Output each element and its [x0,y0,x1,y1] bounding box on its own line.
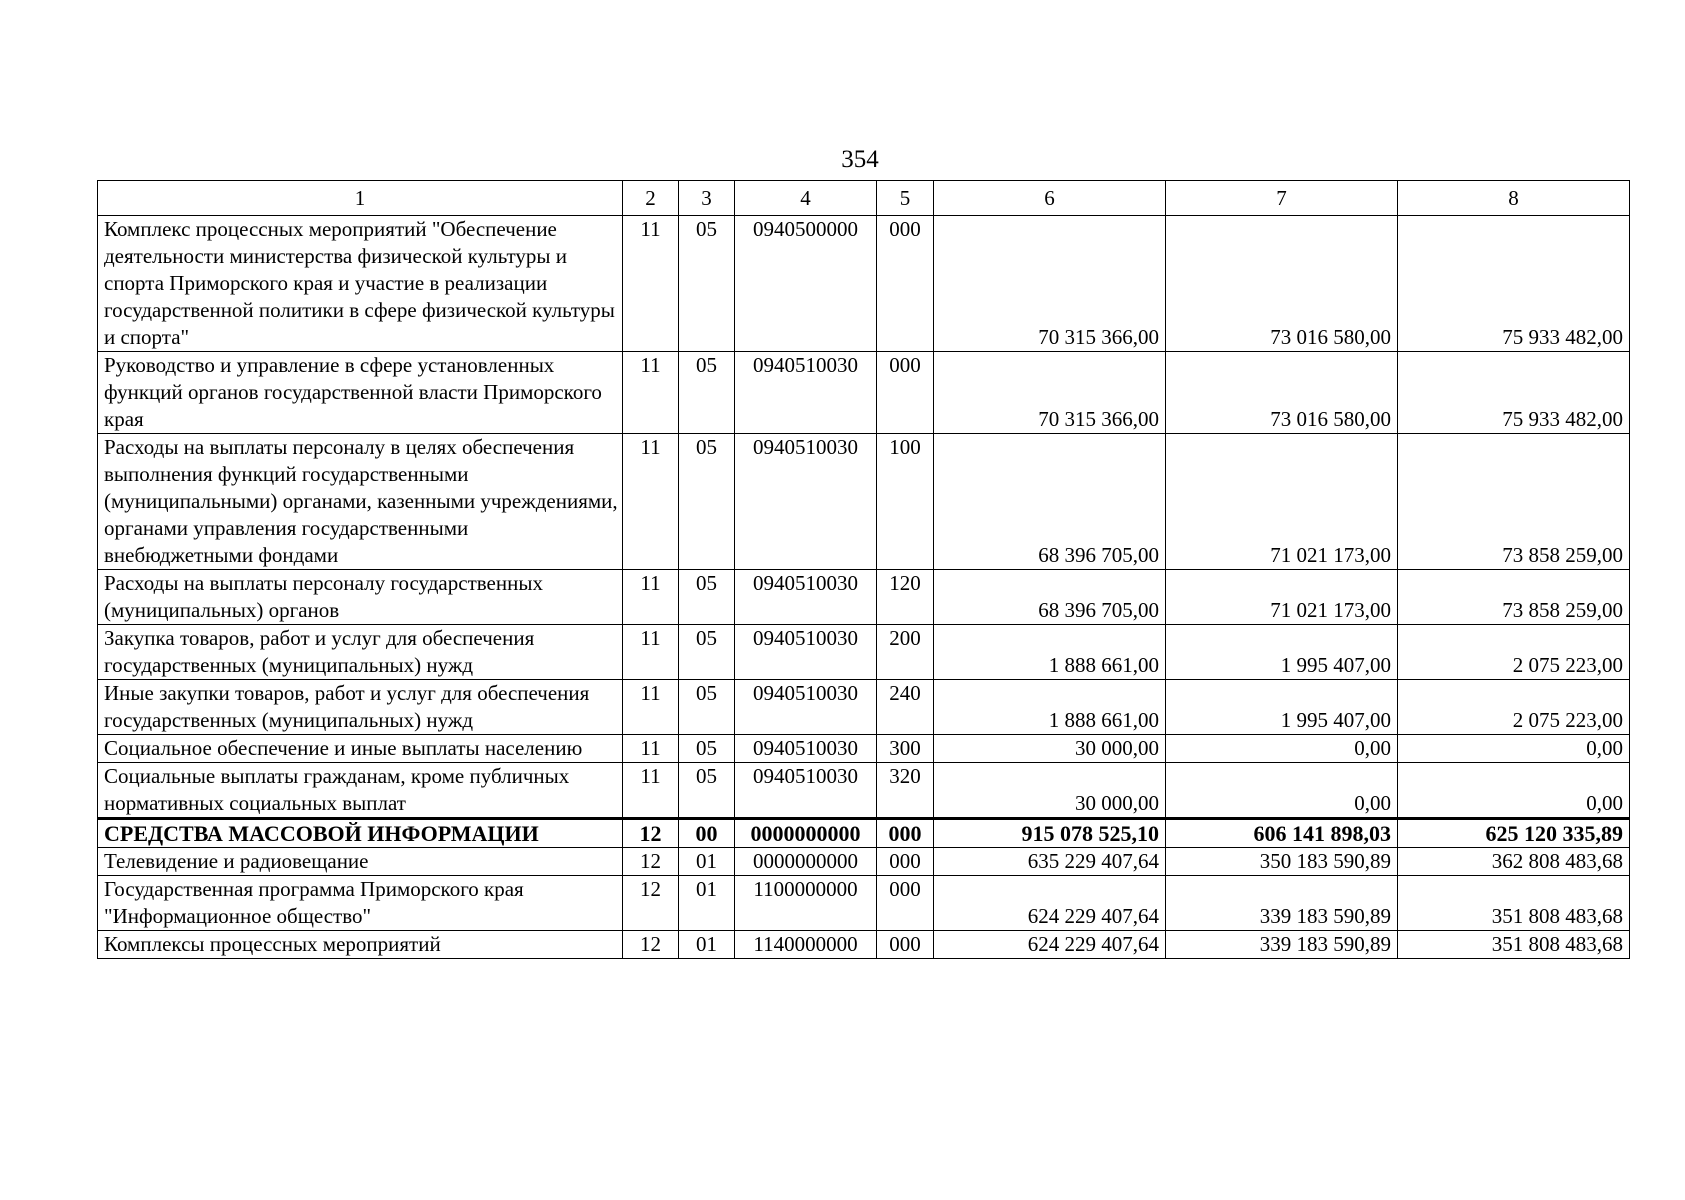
header-cell: 5 [877,181,934,216]
subsection-code: 05 [679,735,735,763]
item-name: Закупка товаров, работ и услуг для обеспечения государственных (муниципальных) нужд [98,625,623,680]
target-article-code: 0940510030 [735,570,877,625]
amount-col8: 75 933 482,00 [1398,352,1630,434]
amount-col6: 1 888 661,00 [934,680,1166,735]
amount-col6: 70 315 366,00 [934,216,1166,352]
table-row-section-total [98,819,1630,848]
header-cell: 1 [98,181,623,216]
section-code: 12 [623,848,679,876]
table-row [98,625,1630,680]
section-code: 12 [623,819,679,848]
table-header-row [98,181,1630,216]
expense-type-code: 000 [877,352,934,434]
amount-col8: 73 858 259,00 [1398,570,1630,625]
target-article-code: 0000000000 [735,848,877,876]
target-article-code: 1100000000 [735,876,877,931]
expense-type-code: 000 [877,216,934,352]
expense-type-code: 320 [877,763,934,819]
amount-col8: 0,00 [1398,735,1630,763]
amount-col8: 75 933 482,00 [1398,216,1630,352]
subsection-code: 01 [679,848,735,876]
target-article-code: 0940510030 [735,735,877,763]
amount-col6: 915 078 525,10 [934,819,1166,848]
expense-type-code: 100 [877,434,934,570]
target-article-code: 0940510030 [735,352,877,434]
expense-type-code: 300 [877,735,934,763]
item-name: Руководство и управление в сфере установленных функций органов государственной власти Приморского края [98,352,623,434]
table-row [98,352,1630,434]
section-code: 11 [623,570,679,625]
amount-col7: 1 995 407,00 [1166,680,1398,735]
amount-col6: 70 315 366,00 [934,352,1166,434]
amount-col6: 1 888 661,00 [934,625,1166,680]
target-article-code: 0000000000 [735,819,877,848]
section-code: 11 [623,434,679,570]
subsection-code: 01 [679,931,735,959]
subsection-code: 01 [679,876,735,931]
subsection-code: 05 [679,216,735,352]
table-row [98,216,1630,352]
amount-col7: 71 021 173,00 [1166,570,1398,625]
section-code: 11 [623,625,679,680]
amount-col7: 606 141 898,03 [1166,819,1398,848]
table-row [98,434,1630,570]
item-name: СРЕДСТВА МАССОВОЙ ИНФОРМАЦИИ [98,819,623,848]
budget-table [97,180,1630,959]
amount-col6: 30 000,00 [934,735,1166,763]
target-article-code: 0940510030 [735,680,877,735]
table-row [98,848,1630,876]
expense-type-code: 000 [877,848,934,876]
amount-col7: 339 183 590,89 [1166,876,1398,931]
section-code: 11 [623,216,679,352]
page-number: 354 [841,146,879,173]
subsection-code: 05 [679,763,735,819]
amount-col8: 73 858 259,00 [1398,434,1630,570]
header-cell: 3 [679,181,735,216]
amount-col7: 71 021 173,00 [1166,434,1398,570]
target-article-code: 0940510030 [735,763,877,819]
amount-col7: 350 183 590,89 [1166,848,1398,876]
header-cell: 6 [934,181,1166,216]
amount-col7: 73 016 580,00 [1166,352,1398,434]
table-row [98,570,1630,625]
amount-col8: 351 808 483,68 [1398,931,1630,959]
target-article-code: 0940510030 [735,434,877,570]
expense-type-code: 000 [877,931,934,959]
amount-col6: 68 396 705,00 [934,434,1166,570]
item-name: Государственная программа Приморского края "Информационное общество" [98,876,623,931]
item-name: Расходы на выплаты персоналу в целях обеспечения выполнения функций государственными (муниципальными) органами, казенными учреждениями, органами управления государственными внебюджетными фондами [98,434,623,570]
section-code: 11 [623,352,679,434]
header-cell: 8 [1398,181,1630,216]
subsection-code: 05 [679,680,735,735]
target-article-code: 0940500000 [735,216,877,352]
header-cell: 4 [735,181,877,216]
amount-col8: 2 075 223,00 [1398,680,1630,735]
item-name: Расходы на выплаты персоналу государственных (муниципальных) органов [98,570,623,625]
target-article-code: 0940510030 [735,625,877,680]
expense-type-code: 240 [877,680,934,735]
section-code: 11 [623,763,679,819]
amount-col6: 68 396 705,00 [934,570,1166,625]
subsection-code: 05 [679,434,735,570]
amount-col8: 625 120 335,89 [1398,819,1630,848]
expense-type-code: 000 [877,876,934,931]
expense-type-code: 120 [877,570,934,625]
amount-col7: 339 183 590,89 [1166,931,1398,959]
item-name: Комплексы процессных мероприятий [98,931,623,959]
amount-col8: 362 808 483,68 [1398,848,1630,876]
amount-col7: 1 995 407,00 [1166,625,1398,680]
amount-col6: 624 229 407,64 [934,931,1166,959]
header-cell: 7 [1166,181,1398,216]
table-row [98,680,1630,735]
amount-col6: 624 229 407,64 [934,876,1166,931]
amount-col6: 30 000,00 [934,763,1166,819]
item-name: Комплекс процессных мероприятий "Обеспечение деятельности министерства физической культуры и спорта Приморского края и участие в реализации государственной политики в сфере физической культуры и спорта" [98,216,623,352]
item-name: Социальные выплаты гражданам, кроме публичных нормативных социальных выплат [98,763,623,819]
header-cell: 2 [623,181,679,216]
amount-col6: 635 229 407,64 [934,848,1166,876]
item-name: Телевидение и радиовещание [98,848,623,876]
amount-col7: 0,00 [1166,735,1398,763]
subsection-code: 05 [679,352,735,434]
table-row [98,763,1630,819]
table-row [98,735,1630,763]
amount-col7: 73 016 580,00 [1166,216,1398,352]
table-row [98,931,1630,959]
expense-type-code: 000 [877,819,934,848]
subsection-code: 05 [679,570,735,625]
subsection-code: 00 [679,819,735,848]
section-code: 11 [623,680,679,735]
item-name: Иные закупки товаров, работ и услуг для обеспечения государственных (муниципальных) нужд [98,680,623,735]
amount-col8: 0,00 [1398,763,1630,819]
item-name: Социальное обеспечение и иные выплаты населению [98,735,623,763]
amount-col8: 351 808 483,68 [1398,876,1630,931]
amount-col7: 0,00 [1166,763,1398,819]
amount-col8: 2 075 223,00 [1398,625,1630,680]
target-article-code: 1140000000 [735,931,877,959]
section-code: 12 [623,931,679,959]
subsection-code: 05 [679,625,735,680]
table-row [98,876,1630,931]
section-code: 11 [623,735,679,763]
section-code: 12 [623,876,679,931]
expense-type-code: 200 [877,625,934,680]
